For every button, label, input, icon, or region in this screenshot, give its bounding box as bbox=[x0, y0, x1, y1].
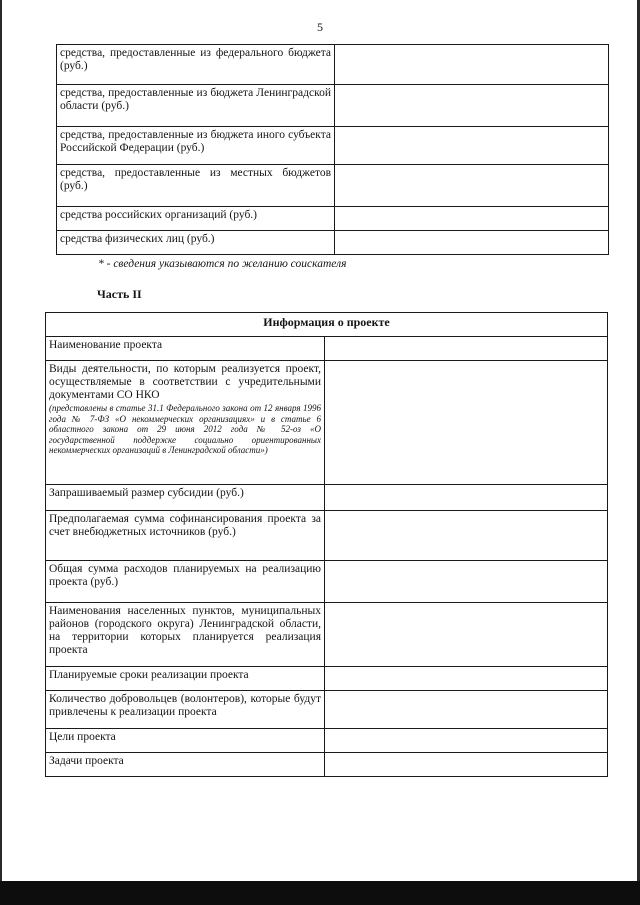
cofinancing-label: Предполагаемая сумма софинансирования проекта за счет внебюджетных источников (руб.) bbox=[46, 511, 325, 561]
funding-russian-organizations-label: средства российских организаций (руб.) bbox=[57, 207, 335, 231]
project-tasks-value[interactable] bbox=[325, 753, 608, 777]
table-row bbox=[46, 511, 608, 561]
table-header: Информация о проекте bbox=[46, 313, 608, 337]
table-header-row bbox=[46, 313, 608, 337]
table-row bbox=[46, 561, 608, 603]
table-row bbox=[57, 165, 609, 207]
table-row bbox=[46, 729, 608, 753]
funding-russian-organizations-value[interactable] bbox=[335, 207, 609, 231]
volunteers-value[interactable] bbox=[325, 691, 608, 729]
activity-types-note: (представлены в статье 31.1 Федерального закона от 12 января 1996 года № 7-ФЗ «О некоммерческих организациях» и в статье 6 областного закона от 29 июня 2012 года № 52-оз «О государственной поддержке социально ориентированных некоммерческих организаций в Ленинградской области») bbox=[49, 403, 321, 455]
table-row bbox=[57, 127, 609, 165]
requested-subsidy-value[interactable] bbox=[325, 485, 608, 511]
cofinancing-value[interactable] bbox=[325, 511, 608, 561]
funding-federal-label: средства, предоставленные из федерального бюджета (руб.) bbox=[57, 45, 335, 85]
footnote: * - сведения указываются по желанию соискателя bbox=[98, 258, 347, 270]
funding-local-budgets-label: средства, предоставленные из местных бюджетов (руб.) bbox=[57, 165, 335, 207]
requested-subsidy-label: Запрашиваемый размер субсидии (руб.) bbox=[46, 485, 325, 511]
timeline-label: Планируемые сроки реализации проекта bbox=[46, 667, 325, 691]
locations-value[interactable] bbox=[325, 603, 608, 667]
project-name-label: Наименование проекта bbox=[46, 337, 325, 361]
locations-label: Наименования населенных пунктов, муниципальных районов (городского округа) Ленинградской области, на территории которых планируется реализация проекта bbox=[46, 603, 325, 667]
total-expenses-label: Общая сумма расходов планируемых на реализацию проекта (руб.) bbox=[46, 561, 325, 603]
scan-edge-left bbox=[0, 0, 2, 905]
table-row bbox=[46, 337, 608, 361]
page-number: 5 bbox=[317, 20, 323, 34]
table-row bbox=[46, 691, 608, 729]
project-goals-value[interactable] bbox=[325, 729, 608, 753]
volunteers-label: Количество добровольцев (волонтеров), которые будут привлечены к реализации проекта bbox=[46, 691, 325, 729]
section-title: Часть II bbox=[97, 287, 142, 301]
table-row bbox=[57, 231, 609, 255]
table-row bbox=[57, 45, 609, 85]
scan-bottom-edge bbox=[0, 881, 640, 905]
activity-types-cell bbox=[46, 361, 325, 485]
table-row bbox=[46, 485, 608, 511]
table-row bbox=[46, 667, 608, 691]
table-row bbox=[46, 603, 608, 667]
project-name-value[interactable] bbox=[325, 337, 608, 361]
table-row bbox=[57, 207, 609, 231]
funding-leningrad-region-label: средства, предоставленные из бюджета Ленинградской области (руб.) bbox=[57, 85, 335, 127]
funding-other-subject-value[interactable] bbox=[335, 127, 609, 165]
funding-sources-table bbox=[56, 44, 609, 255]
table-row bbox=[46, 753, 608, 777]
activity-types-label: Виды деятельности, по которым реализуется проект, осуществляемые в соответствии с учредительными документами СО НКО bbox=[49, 363, 321, 401]
table-row bbox=[46, 361, 608, 485]
project-tasks-label: Задачи проекта bbox=[46, 753, 325, 777]
funding-individuals-label: средства физических лиц (руб.) bbox=[57, 231, 335, 255]
table-row bbox=[57, 85, 609, 127]
funding-other-subject-label: средства, предоставленные из бюджета иного субъекта Российской Федерации (руб.) bbox=[57, 127, 335, 165]
funding-leningrad-region-value[interactable] bbox=[335, 85, 609, 127]
timeline-value[interactable] bbox=[325, 667, 608, 691]
funding-individuals-value[interactable] bbox=[335, 231, 609, 255]
funding-local-budgets-value[interactable] bbox=[335, 165, 609, 207]
total-expenses-value[interactable] bbox=[325, 561, 608, 603]
activity-types-value[interactable] bbox=[325, 361, 608, 485]
project-info-table bbox=[45, 312, 608, 777]
funding-federal-value[interactable] bbox=[335, 45, 609, 85]
project-goals-label: Цели проекта bbox=[46, 729, 325, 753]
